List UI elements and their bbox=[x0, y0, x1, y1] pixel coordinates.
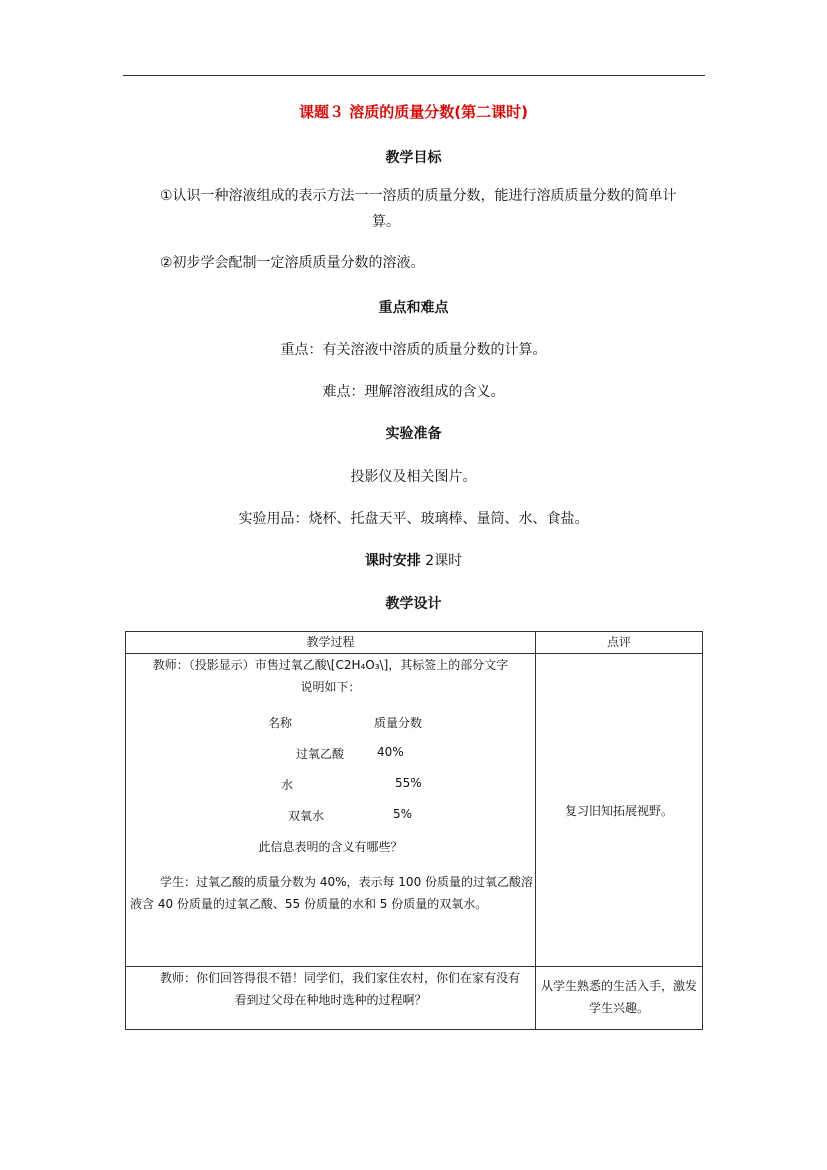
student-answer bbox=[126, 873, 535, 914]
teacher-question-line-2: 看到过父母在种地时选种的过程啊？ bbox=[234, 993, 427, 1007]
comment-cell-2 bbox=[536, 967, 703, 1030]
teacher-intro bbox=[126, 654, 535, 697]
label-item-value: 55% bbox=[395, 776, 422, 790]
objective-item-1 bbox=[160, 183, 720, 235]
table-row bbox=[126, 654, 703, 967]
schedule-value: 2课时 bbox=[425, 553, 463, 569]
header-process: 教学过程 bbox=[126, 632, 536, 654]
label-item-row bbox=[126, 745, 535, 766]
student-answer-line-2: 液含 40 份质量的过氧乙酸、55 份质量的水和 5 份质量的双氧水。 bbox=[130, 897, 488, 911]
preparation-heading: 实验准备 bbox=[385, 426, 442, 442]
label-item-value: 40% bbox=[377, 745, 404, 759]
objective-item-1-line-2: 算。 bbox=[372, 214, 400, 230]
header-rule bbox=[123, 75, 705, 76]
comment-cell-1: 复习旧知拓展视野。 bbox=[536, 654, 703, 967]
comment-2 bbox=[536, 967, 702, 1018]
schedule-label: 课时安排 bbox=[364, 553, 421, 569]
schedule bbox=[0, 550, 827, 570]
label-item-name: 过氧乙酸 bbox=[296, 747, 345, 761]
label-item-value: 5% bbox=[393, 807, 413, 821]
label-item-row bbox=[126, 807, 535, 828]
teacher-intro-line-2: 说明如下： bbox=[300, 680, 361, 694]
objectives-heading: 教学目标 bbox=[385, 150, 442, 166]
teaching-design-table bbox=[125, 631, 703, 1030]
teacher-question bbox=[126, 967, 535, 1010]
header-comment: 点评 bbox=[536, 632, 703, 654]
comment-2-line-2: 学生兴趣。 bbox=[588, 1001, 649, 1015]
process-cell-2 bbox=[126, 967, 536, 1030]
objective-item-1-line-1: ①认识一种溶液组成的表示方法一一溶质的质量分数，能进行溶质质量分数的简单计 bbox=[160, 188, 677, 204]
design-heading: 教学设计 bbox=[385, 596, 442, 612]
label-item-name: 水 bbox=[281, 778, 294, 792]
table-header-row bbox=[126, 632, 703, 654]
objective-item-2: ②初步学会配制一定溶质质量分数的溶液。 bbox=[160, 255, 425, 271]
focus-text: 重点：有关溶液中溶质的质量分数的计算。 bbox=[280, 342, 547, 358]
difficulty-text: 难点：理解溶液组成的含义。 bbox=[322, 384, 505, 400]
key-points-heading: 重点和难点 bbox=[378, 300, 449, 316]
label-item-name: 双氧水 bbox=[288, 809, 325, 823]
preparation-line-1: 投影仪及相关图片。 bbox=[350, 469, 477, 485]
label-header-row bbox=[126, 714, 535, 735]
process-cell-1 bbox=[126, 654, 536, 967]
comment-2-line-1: 从学生熟悉的生活入手，激发 bbox=[540, 979, 697, 993]
student-answer-line-1: 学生：过氧乙酸的质量分数为 40%，表示每 100 份质量的过氧乙酸溶 bbox=[160, 875, 534, 889]
label-item-row bbox=[126, 776, 535, 797]
preparation-line-2: 实验用品：烧杯、托盘天平、玻璃棒、量筒、水、食盐。 bbox=[238, 511, 589, 527]
label-col-name: 名称 bbox=[268, 716, 293, 730]
label-col-fraction: 质量分数 bbox=[374, 716, 423, 730]
question-text: 此信息表明的含义有哪些？ bbox=[258, 840, 403, 854]
teacher-question-line-1: 教师：你们回答得很不错！同学们，我们家住农村，你们在家有没有 bbox=[160, 971, 521, 985]
document-title: 课题３ 溶质的质量分数(第二课时) bbox=[299, 103, 528, 121]
teacher-intro-line-1: 教师：（投影显示）市售过氧乙酸\[C2H₄O₃\]，其标签上的部分文字 bbox=[152, 658, 509, 672]
table-row bbox=[126, 967, 703, 1030]
